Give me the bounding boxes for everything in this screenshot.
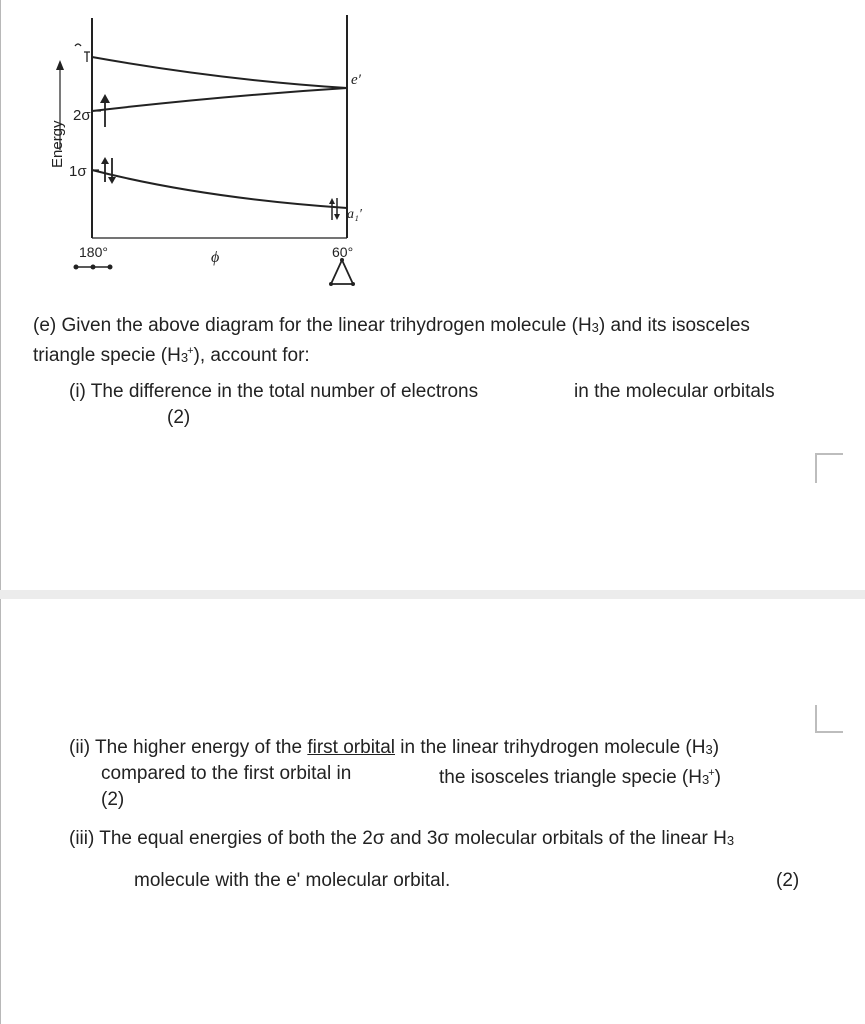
part-iii-line1: [69, 826, 734, 853]
page-gap: [0, 590, 865, 599]
part-ii-close-2: ): [714, 767, 721, 788]
part-ii-line2-a: compared to the first orbital in: [101, 763, 352, 784]
electron-2sigma-up-head: [100, 94, 110, 103]
curve-1sigma-to-a1: [92, 170, 347, 208]
part-ii-marks: (2): [101, 789, 125, 810]
x-label-60: 60°: [332, 244, 354, 260]
electron-a1-up-head: [329, 198, 335, 204]
walsh-diagram: [31, 0, 391, 295]
question-e-text-2b: ), account for:: [193, 345, 310, 366]
walsh-diagram-svg: [31, 0, 391, 295]
electron-a1-down-head: [334, 214, 340, 220]
part-ii-text-2b: the isosceles triangle specie (H: [439, 767, 702, 788]
curve-2sigma-to-e: [92, 88, 347, 111]
top-level-mark: [75, 44, 81, 46]
crop-mark-bottom-left: [815, 705, 843, 733]
first-orbital-underlined: first orbital: [307, 737, 395, 758]
question-e-line2: [33, 339, 310, 370]
plus-superscript: +: [708, 767, 715, 779]
crop-mark-top-left: [815, 453, 843, 483]
label-2sigma: 2σ: [73, 107, 91, 124]
part-i-text-a: (i) The difference in the total number of electrons: [69, 381, 479, 402]
part-ii-text-1b: in the linear trihydrogen molecule (H: [400, 737, 706, 758]
part-iii-line2: molecule with the e' molecular orbital.: [134, 870, 451, 891]
question-e-text-1: (e) Given the above diagram for the linear trihydrogen molecule (H: [33, 315, 592, 336]
part-iii-text-1: (iii) The equal energies of both the 2σ and 3σ molecular orbitals of the linear H: [69, 828, 727, 849]
electron-1sigma-up-head: [101, 157, 109, 164]
part-ii-close-1: ): [712, 737, 720, 758]
part-i-marks: (2): [167, 407, 191, 428]
x-label-phi: ϕ: [211, 249, 220, 266]
triangle-h3-symbol: [331, 260, 353, 284]
question-e-text-1b: ) and its isosceles: [598, 315, 750, 336]
h3-subscript: 3: [591, 320, 599, 335]
question-e-text-2: triangle specie (H: [33, 345, 181, 366]
label-1sigma: 1σ: [69, 163, 87, 180]
part-iii-marks: (2): [776, 870, 800, 891]
energy-arrow-head: [56, 60, 64, 70]
top-level-tick: [84, 52, 90, 62]
x-label-180: 180°: [79, 244, 108, 260]
label-e-prime: e′: [351, 72, 361, 88]
h3-subscript: 3: [701, 772, 710, 787]
h3-subscript: 3: [726, 833, 735, 848]
plus-superscript: +: [187, 345, 194, 357]
part-ii-line2-b: [439, 761, 721, 792]
electron-1sigma-down-head: [108, 177, 116, 184]
h3-subscript: 3: [180, 350, 189, 365]
question-e-line1: [33, 313, 750, 340]
label-a1-prime: a₁′: [347, 207, 362, 222]
energy-label: Energy: [49, 120, 66, 168]
part-i-text-b: in the molecular orbitals: [574, 381, 775, 402]
curve-3sigma-to-e: [92, 57, 347, 88]
part-ii-line1: [69, 735, 719, 762]
page-2: [0, 599, 865, 1024]
h3-subscript: 3: [705, 742, 713, 757]
part-ii-text-1: (ii) The higher energy of the: [69, 737, 303, 758]
